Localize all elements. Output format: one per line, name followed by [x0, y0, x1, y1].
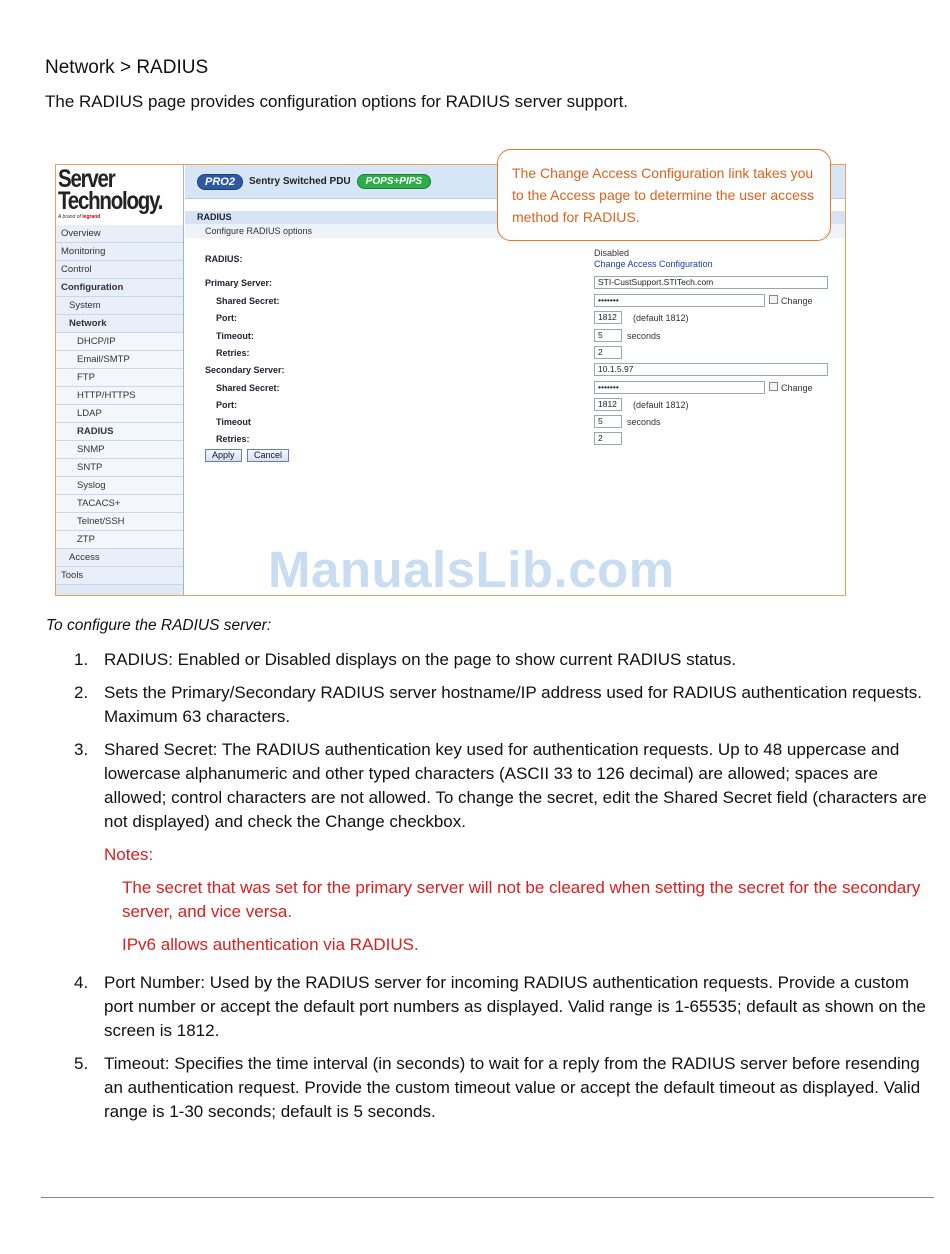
sidebar-item-syslog[interactable]: Syslog: [56, 477, 183, 495]
sidebar-item-control[interactable]: Control: [56, 261, 183, 279]
sidebar-item-http-https[interactable]: HTTP/HTTPS: [56, 387, 183, 405]
sidebar-item-telnet-ssh[interactable]: Telnet/SSH: [56, 513, 183, 531]
logo-line1: Server: [58, 165, 115, 193]
logo-line2: Technology.: [58, 187, 163, 215]
logo-tagline-prefix: A brand of: [58, 214, 83, 220]
sidebar-item-ldap[interactable]: LDAP: [56, 405, 183, 423]
sidebar-item-overview[interactable]: Overview: [56, 225, 183, 243]
primary-timeout-input[interactable]: 5: [594, 329, 622, 342]
step-item: [46, 738, 936, 834]
intro-paragraph: [45, 92, 628, 112]
step-text: Port Number: Used by the RADIUS server for incoming RADIUS authentication requests. Provide a custom port number or accept the default port numbers as displayed. Valid range is 1-65535; default as shown on the screen is 1812.: [104, 973, 926, 1040]
primary-server-input[interactable]: STI-CustSupport.STITech.com: [594, 276, 828, 289]
footer-rule: [41, 1197, 934, 1198]
sidebar-item-access[interactable]: Access: [56, 549, 183, 567]
step-item: [46, 1052, 936, 1124]
secondary-server-label: Secondary Server:: [205, 365, 285, 375]
step-item: [46, 681, 936, 729]
sidebar-item-email-smtp[interactable]: Email/SMTP: [56, 351, 183, 369]
primary-change-checkbox[interactable]: [769, 295, 778, 304]
primary-change-label: Change: [781, 296, 813, 306]
primary-port-default: (default 1812): [633, 313, 689, 323]
intro-bold-term: RADIUS: [79, 92, 144, 111]
step-number: 4.: [74, 973, 89, 992]
server-technology-logo: [56, 165, 183, 225]
step-text: Timeout: Specifies the time interval (in seconds) to wait for a reply from the RADIUS server before resending an authentication request. Provide the custom timeout value or accept the default timeout as displayed. Valid range is 1-30 seconds; default is 5 seconds.: [104, 1054, 921, 1121]
sidebar-item-tacacs-[interactable]: TACACS+: [56, 495, 183, 513]
watermark: ManualsLib.com: [268, 541, 675, 598]
sidebar: [56, 165, 184, 596]
primary-port-input[interactable]: 1812: [594, 311, 622, 324]
secondary-timeout-input[interactable]: 5: [594, 415, 622, 428]
steps-list: [46, 648, 936, 1133]
primary-shared-secret-label: Shared Secret:: [216, 296, 280, 306]
secondary-change-label: Change: [781, 383, 813, 393]
primary-retries-label: Retries:: [216, 348, 250, 358]
product-name: Sentry Switched PDU: [248, 176, 351, 187]
step-number: 1.: [74, 650, 89, 669]
secondary-change-checkbox[interactable]: [769, 382, 778, 391]
secondary-retries-label: Retries:: [216, 434, 250, 444]
primary-port-label: Port:: [216, 313, 237, 323]
intro-prefix: The: [45, 92, 80, 111]
primary-server-label: Primary Server:: [205, 278, 273, 288]
callout-note: The Change Access Configuration link takes you to the Access page to determine the user access method for RADIUS.: [497, 149, 831, 241]
sidebar-item-network[interactable]: Network: [56, 315, 183, 333]
secondary-retries-input[interactable]: 2: [594, 432, 622, 445]
sidebar-item-dhcp-ip[interactable]: DHCP/IP: [56, 333, 183, 351]
notes-block: [104, 843, 936, 957]
sidebar-nav: [56, 225, 183, 585]
secondary-port-default: (default 1812): [633, 400, 689, 410]
secondary-shared-secret-label: Shared Secret:: [216, 383, 280, 393]
note-item: IPv6 allows authentication via RADIUS.: [122, 935, 419, 954]
step-text: Sets the Primary/Secondary RADIUS server hostname/IP address used for RADIUS authentication requests. Maximum 63 characters.: [104, 683, 922, 726]
section-subtitle: Configure RADIUS options: [185, 224, 845, 238]
sidebar-item-system[interactable]: System: [56, 297, 183, 315]
radius-label: RADIUS:: [205, 254, 243, 264]
change-access-configuration-link[interactable]: Change Access Configuration: [594, 259, 713, 269]
pops-pips-badge: POPS+PIPS: [357, 174, 431, 189]
step-number: 5.: [74, 1054, 89, 1073]
primary-retries-input[interactable]: 2: [594, 346, 622, 359]
sidebar-item-monitoring[interactable]: Monitoring: [56, 243, 183, 261]
logo-tagline-brand: legrand: [82, 214, 101, 220]
primary-timeout-unit: seconds: [627, 331, 661, 341]
intro-suffix: page provides configuration options for RADIUS server support.: [143, 92, 629, 111]
section-title: RADIUS: [185, 211, 845, 224]
secondary-port-input[interactable]: 1812: [594, 398, 622, 411]
secondary-timeout-unit: seconds: [627, 417, 661, 427]
primary-timeout-label: Timeout:: [216, 331, 254, 341]
sidebar-item-radius[interactable]: RADIUS: [56, 423, 183, 441]
sidebar-item-ftp[interactable]: FTP: [56, 369, 183, 387]
cancel-button[interactable]: Cancel: [247, 449, 289, 462]
radius-status: Disabled: [594, 248, 630, 258]
secondary-server-input[interactable]: 10.1.5.97: [594, 363, 828, 376]
secondary-shared-secret-input[interactable]: •••••••: [594, 381, 765, 394]
step-text: Shared Secret: The RADIUS authentication key used for authentication requests. Up to 48 uppercase and lowercase alphanumeric and other typed characters (ASCII 33 to 126 decimal) are allowed; spaces are allowed; control characters are not allowed. To change the secret, edit the Shared Secret field (characters are not displayed) and check the Change checkbox.: [104, 740, 927, 831]
secondary-port-label: Port:: [216, 400, 237, 410]
step-item: [46, 648, 936, 672]
sidebar-item-tools[interactable]: Tools: [56, 567, 183, 585]
page-title: Network > RADIUS: [45, 57, 209, 78]
secondary-timeout-label: Timeout: [216, 417, 251, 427]
step-number: 2.: [74, 683, 89, 702]
step-text: RADIUS: Enabled or Disabled displays on the page to show current RADIUS status.: [104, 650, 737, 669]
pro2-badge: PRO2: [197, 174, 243, 190]
step-number: 3.: [74, 740, 89, 759]
apply-button[interactable]: Apply: [205, 449, 242, 462]
notes-title: Notes:: [104, 845, 154, 864]
sidebar-item-snmp[interactable]: SNMP: [56, 441, 183, 459]
sidebar-item-sntp[interactable]: SNTP: [56, 459, 183, 477]
sidebar-item-ztp[interactable]: ZTP: [56, 531, 183, 549]
procedure-title: To configure the RADIUS server:: [46, 617, 272, 634]
note-item: The secret that was set for the primary server will not be cleared when setting the secret for the secondary server, and vice versa.: [122, 878, 921, 921]
step-item: [46, 971, 936, 1043]
primary-shared-secret-input[interactable]: •••••••: [594, 294, 765, 307]
sidebar-item-configuration[interactable]: Configuration: [56, 279, 183, 297]
